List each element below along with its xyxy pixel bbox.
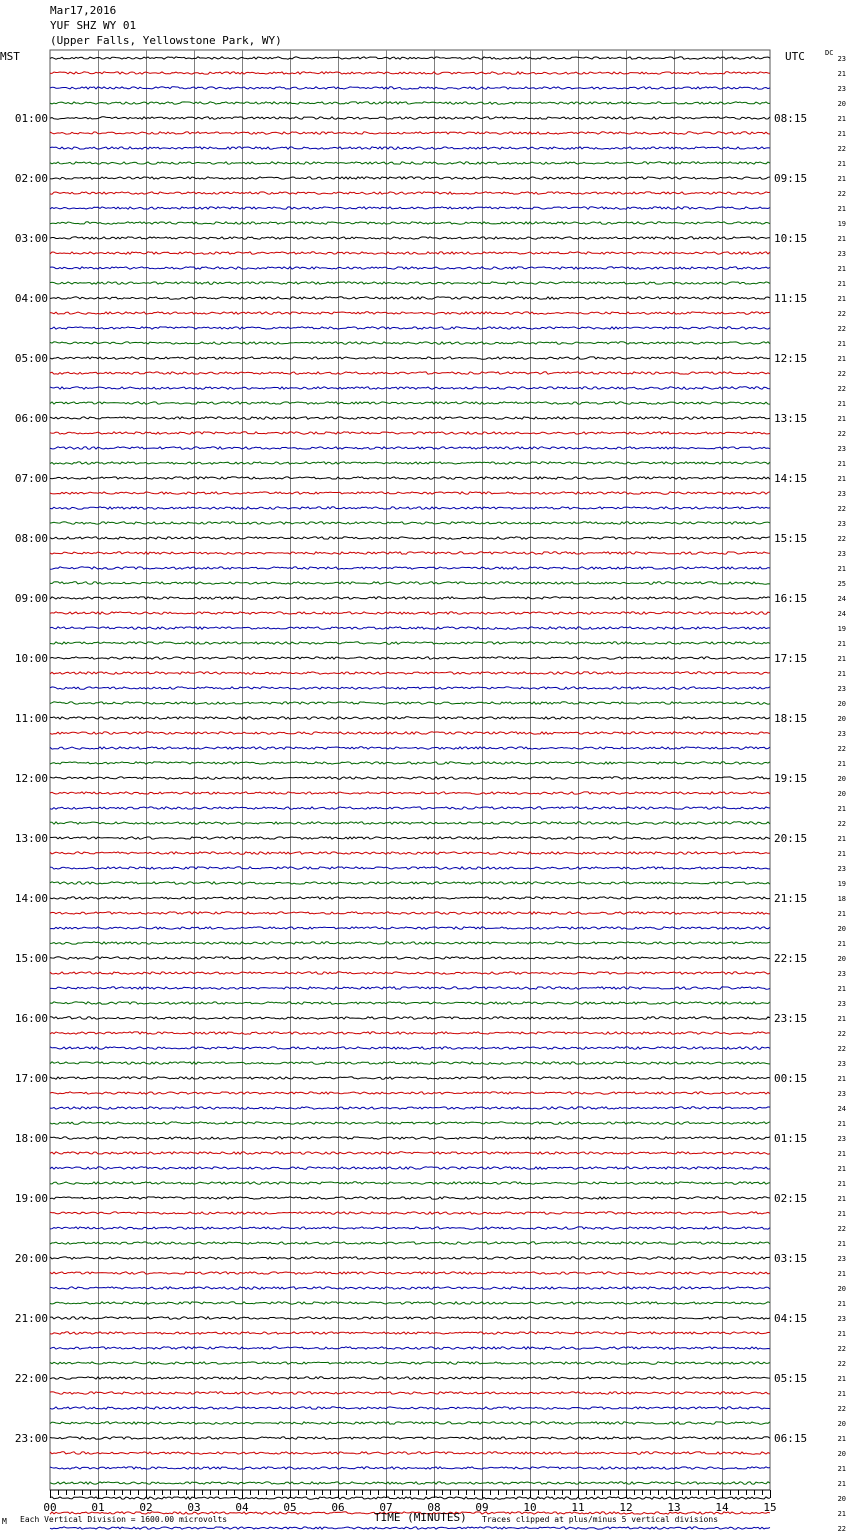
dc-offset-label: 21 <box>837 670 846 678</box>
x-tick-label: 03 <box>187 1501 201 1514</box>
dc-offset-label: 21 <box>837 1165 846 1173</box>
utc-hour-label: 00:15 <box>774 1072 808 1085</box>
trace-line <box>50 837 770 839</box>
trace-line <box>50 1302 770 1304</box>
dc-offset-label: 19 <box>837 625 846 633</box>
trace-line <box>50 1467 770 1469</box>
trace-line <box>50 927 770 929</box>
dc-offset-label: 20 <box>837 1495 846 1503</box>
dc-offset-label: 21 <box>837 295 846 303</box>
dc-offset-label: 21 <box>837 1195 846 1203</box>
trace-line <box>50 1527 770 1529</box>
dc-offset-label: 22 <box>837 325 846 333</box>
trace-line <box>50 897 770 899</box>
dc-offset-label: 20 <box>837 955 846 963</box>
x-tick-label: 04 <box>235 1501 249 1514</box>
x-tick-label: 02 <box>139 1501 153 1514</box>
trace-line <box>50 612 770 614</box>
dc-offset-label: 24 <box>837 1105 846 1113</box>
utc-hour-label: 04:15 <box>774 1312 808 1325</box>
trace-line <box>50 147 770 149</box>
trace-line <box>50 282 770 284</box>
dc-offset-label: 20 <box>837 790 846 798</box>
dc-offset-label: 21 <box>837 1120 846 1128</box>
dc-offset-label: 20 <box>837 925 846 933</box>
utc-hour-label: 14:15 <box>774 472 808 485</box>
dc-offset-label: 21 <box>837 280 846 288</box>
trace-line <box>50 852 770 854</box>
trace-line <box>50 1437 770 1439</box>
mst-hour-label: 18:00 <box>14 1132 48 1145</box>
utc-hour-label: 20:15 <box>774 832 808 845</box>
trace-line <box>50 1077 770 1079</box>
dc-offset-label: 23 <box>837 1315 846 1323</box>
trace-line <box>50 162 770 164</box>
mst-hour-label: 17:00 <box>14 1072 48 1085</box>
trace-line <box>50 432 770 434</box>
dc-offset-label: 20 <box>837 700 846 708</box>
trace-line <box>50 1062 770 1064</box>
x-tick-label: 05 <box>283 1501 297 1514</box>
dc-offset-label: 24 <box>837 595 846 603</box>
trace-line <box>50 1497 770 1499</box>
dc-offset-label: 19 <box>837 220 846 228</box>
mst-hour-label: 06:00 <box>14 412 48 425</box>
mst-hour-label: 01:00 <box>14 112 48 125</box>
trace-line <box>50 642 770 644</box>
dc-offset-label: 21 <box>837 1075 846 1083</box>
trace-line <box>50 1197 770 1199</box>
trace-line <box>50 492 770 494</box>
dc-offset-label: 21 <box>837 130 846 138</box>
dc-offset-label: 22 <box>837 190 846 198</box>
utc-hour-label: 01:15 <box>774 1132 808 1145</box>
trace-line <box>50 1482 770 1484</box>
dc-offset-label: 21 <box>837 910 846 918</box>
trace-line <box>50 972 770 974</box>
dc-offset-label: 23 <box>837 490 846 498</box>
trace-line <box>50 402 770 404</box>
dc-offset-label: 23 <box>837 970 846 978</box>
dc-offset-label: 18 <box>837 895 846 903</box>
trace-line <box>50 1392 770 1394</box>
trace-line <box>50 132 770 134</box>
dc-offset-label: 21 <box>837 1435 846 1443</box>
utc-hour-label: 19:15 <box>774 772 808 785</box>
trace-line <box>50 777 770 779</box>
dc-offset-label: 23 <box>837 550 846 558</box>
dc-offset-label: 21 <box>837 265 846 273</box>
utc-hour-label: 05:15 <box>774 1372 808 1385</box>
dc-offset-label: 23 <box>837 1135 846 1143</box>
dc-offset-label: 20 <box>837 715 846 723</box>
trace-line <box>50 177 770 179</box>
dc-offset-label: 21 <box>837 1300 846 1308</box>
mst-hour-label: 07:00 <box>14 472 48 485</box>
trace-line <box>50 747 770 749</box>
mst-hour-label: 15:00 <box>14 952 48 965</box>
mst-hour-label: 21:00 <box>14 1312 48 1325</box>
mst-hour-label: 22:00 <box>14 1372 48 1385</box>
trace-line <box>50 477 770 479</box>
trace-line <box>50 507 770 509</box>
trace-line <box>50 102 770 104</box>
dc-offset-label: 21 <box>837 1150 846 1158</box>
trace-line <box>50 1137 770 1139</box>
mst-hour-label: 14:00 <box>14 892 48 905</box>
dc-offset-label: 21 <box>837 460 846 468</box>
dc-offset-label: 20 <box>837 775 846 783</box>
trace-line <box>50 1317 770 1319</box>
trace-line <box>50 552 770 554</box>
mst-hour-label: 08:00 <box>14 532 48 545</box>
x-tick-label: 14 <box>715 1501 729 1514</box>
dc-offset-label: 21 <box>837 475 846 483</box>
utc-hour-label: 13:15 <box>774 412 808 425</box>
dc-offset-label: 20 <box>837 100 846 108</box>
dc-offset-label: 22 <box>837 430 846 438</box>
dc-offset-label: 20 <box>837 1285 846 1293</box>
dc-offset-label: 20 <box>837 1420 846 1428</box>
trace-line <box>50 207 770 209</box>
mst-hour-label: 23:00 <box>14 1432 48 1445</box>
trace-line <box>50 762 770 764</box>
x-tick-label: 11 <box>571 1501 585 1514</box>
trace-line <box>50 957 770 959</box>
trace-line <box>50 732 770 734</box>
trace-line <box>50 1092 770 1094</box>
trace-line <box>50 912 770 914</box>
dc-offset-label: 21 <box>837 205 846 213</box>
dc-offset-label: 21 <box>837 235 846 243</box>
trace-line <box>50 327 770 329</box>
dc-offset-label: 21 <box>837 940 846 948</box>
trace-line <box>50 1377 770 1379</box>
trace-line <box>50 882 770 884</box>
x-tick-label: 12 <box>619 1501 633 1514</box>
x-tick-label: 07 <box>379 1501 393 1514</box>
trace-line <box>50 357 770 359</box>
dc-offset-label: 22 <box>837 535 846 543</box>
dc-offset-label: 21 <box>837 805 846 813</box>
dc-offset-label: 21 <box>837 1210 846 1218</box>
mst-hour-label: 12:00 <box>14 772 48 785</box>
dc-offset-label: 21 <box>837 1465 846 1473</box>
time-axis-label: TIME (MINUTES) <box>374 1511 467 1524</box>
dc-offset-label: 22 <box>837 1345 846 1353</box>
mst-hour-label: 13:00 <box>14 832 48 845</box>
mst-hour-label: 02:00 <box>14 172 48 185</box>
trace-line <box>50 822 770 824</box>
trace-line <box>50 987 770 989</box>
utc-hour-label: 21:15 <box>774 892 808 905</box>
dc-label: DC <box>825 49 834 57</box>
trace-line <box>50 1122 770 1124</box>
utc-hour-label: 22:15 <box>774 952 808 965</box>
dc-offset-label: 21 <box>837 835 846 843</box>
trace-line <box>50 792 770 794</box>
x-tick-label: 10 <box>523 1501 537 1514</box>
footer-mark: M <box>2 1517 7 1526</box>
x-tick-label: 00 <box>43 1501 57 1514</box>
mst-hour-label: 04:00 <box>14 292 48 305</box>
dc-offset-label: 22 <box>837 820 846 828</box>
trace-line <box>50 237 770 239</box>
trace-line <box>50 1272 770 1274</box>
trace-line <box>50 1242 770 1244</box>
dc-offset-label: 21 <box>837 655 846 663</box>
trace-line <box>50 1347 770 1349</box>
dc-offset-label: 21 <box>837 355 846 363</box>
utc-hour-label: 03:15 <box>774 1252 808 1265</box>
trace-line <box>50 267 770 269</box>
trace-line <box>50 537 770 539</box>
utc-hour-label: 06:15 <box>774 1432 808 1445</box>
scale-note: Each Vertical Division = 1600.00 microvolts <box>20 1515 228 1524</box>
trace-line <box>50 717 770 719</box>
trace-line <box>50 462 770 464</box>
dc-offset-label: 22 <box>837 1360 846 1368</box>
mst-hour-label: 19:00 <box>14 1192 48 1205</box>
trace-line <box>50 87 770 89</box>
trace-line <box>50 1047 770 1049</box>
trace-line <box>50 222 770 224</box>
dc-offset-label: 21 <box>837 1180 846 1188</box>
utc-hour-label: 23:15 <box>774 1012 808 1025</box>
dc-offset-label: 22 <box>837 1525 846 1533</box>
dc-offset-label: 23 <box>837 445 846 453</box>
trace-line <box>50 1212 770 1214</box>
trace-line <box>50 342 770 344</box>
dc-offset-label: 23 <box>837 1090 846 1098</box>
trace-line <box>50 1332 770 1334</box>
dc-offset-label: 21 <box>837 640 846 648</box>
trace-line <box>50 942 770 944</box>
dc-offset-label: 21 <box>837 1270 846 1278</box>
utc-hour-label: 17:15 <box>774 652 808 665</box>
dc-offset-label: 23 <box>837 250 846 258</box>
trace-line <box>50 57 770 59</box>
dc-offset-label: 21 <box>837 340 846 348</box>
dc-offset-label: 21 <box>837 565 846 573</box>
trace-line <box>50 72 770 74</box>
dc-offset-label: 22 <box>837 505 846 513</box>
dc-offset-label: 23 <box>837 730 846 738</box>
dc-offset-label: 22 <box>837 370 846 378</box>
dc-offset-label: 23 <box>837 55 846 63</box>
mst-hour-label: 11:00 <box>14 712 48 725</box>
dc-offset-label: 21 <box>837 1015 846 1023</box>
dc-offset-label: 22 <box>837 1405 846 1413</box>
dc-offset-label: 21 <box>837 1480 846 1488</box>
utc-hour-label: 16:15 <box>774 592 808 605</box>
dc-offset-label: 23 <box>837 865 846 873</box>
trace-line <box>50 297 770 299</box>
trace-line <box>50 372 770 374</box>
dc-offset-label: 21 <box>837 1240 846 1248</box>
dc-offset-label: 23 <box>837 85 846 93</box>
mst-hour-label: 16:00 <box>14 1012 48 1025</box>
x-tick-label: 15 <box>763 1501 777 1514</box>
dc-offset-label: 22 <box>837 1225 846 1233</box>
mst-hour-label: 05:00 <box>14 352 48 365</box>
dc-offset-label: 21 <box>837 160 846 168</box>
dc-offset-label: 21 <box>837 70 846 78</box>
dc-offset-label: 21 <box>837 1390 846 1398</box>
trace-line <box>50 687 770 689</box>
dc-offset-label: 21 <box>837 415 846 423</box>
dc-offset-label: 22 <box>837 1045 846 1053</box>
record-date: Mar17,2016 <box>50 4 117 17</box>
trace-line <box>50 1002 770 1004</box>
dc-offset-label: 21 <box>837 175 846 183</box>
trace-line <box>50 672 770 674</box>
dc-offset-label: 21 <box>837 115 846 123</box>
utc-hour-label: 11:15 <box>774 292 808 305</box>
trace-line <box>50 312 770 314</box>
dc-offset-label: 23 <box>837 520 846 528</box>
dc-offset-label: 21 <box>837 1375 846 1383</box>
dc-offset-label: 24 <box>837 610 846 618</box>
utc-hour-label: 10:15 <box>774 232 808 245</box>
utc-hour-label: 12:15 <box>774 352 808 365</box>
dc-offset-label: 23 <box>837 1255 846 1263</box>
dc-offset-label: 21 <box>837 985 846 993</box>
trace-line <box>50 1017 770 1019</box>
x-tick-label: 01 <box>91 1501 105 1514</box>
dc-offset-label: 25 <box>837 580 846 588</box>
clip-note: Traces clipped at plus/minus 5 vertical divisions <box>482 1515 719 1524</box>
dc-offset-label: 22 <box>837 745 846 753</box>
trace-line <box>50 117 770 119</box>
dc-offset-label: 22 <box>837 385 846 393</box>
trace-line <box>50 1422 770 1424</box>
dc-offset-label: 23 <box>837 685 846 693</box>
dc-offset-label: 21 <box>837 850 846 858</box>
dc-offset-label: 21 <box>837 400 846 408</box>
trace-line <box>50 1452 770 1454</box>
trace-line <box>50 597 770 599</box>
mst-axis-label: MST <box>0 50 20 63</box>
dc-offset-label: 21 <box>837 1330 846 1338</box>
dc-offset-label: 19 <box>837 880 846 888</box>
trace-line <box>50 1287 770 1289</box>
station-code: YUF SHZ WY 01 <box>50 19 137 32</box>
trace-line <box>50 1407 770 1409</box>
dc-offset-label: 20 <box>837 1450 846 1458</box>
trace-line <box>50 627 770 629</box>
utc-hour-label: 08:15 <box>774 112 808 125</box>
trace-line <box>50 192 770 194</box>
utc-hour-label: 15:15 <box>774 532 808 545</box>
trace-line <box>50 1257 770 1259</box>
station-location: (Upper Falls, Yellowstone Park, WY) <box>50 34 282 47</box>
x-tick-label: 06 <box>331 1501 345 1514</box>
mst-hour-label: 09:00 <box>14 592 48 605</box>
trace-line <box>50 567 770 569</box>
mst-hour-label: 03:00 <box>14 232 48 245</box>
utc-hour-label: 02:15 <box>774 1192 808 1205</box>
trace-line <box>50 1152 770 1154</box>
dc-offset-label: 22 <box>837 145 846 153</box>
trace-line <box>50 1182 770 1184</box>
trace-line <box>50 1227 770 1229</box>
trace-line <box>50 252 770 254</box>
dc-offset-label: 23 <box>837 1000 846 1008</box>
trace-line <box>50 582 770 584</box>
trace-line <box>50 702 770 704</box>
trace-line <box>50 1362 770 1364</box>
trace-line <box>50 657 770 659</box>
dc-offset-label: 21 <box>837 760 846 768</box>
x-tick-label: 08 <box>427 1501 441 1514</box>
dc-offset-label: 22 <box>837 1030 846 1038</box>
trace-line <box>50 522 770 524</box>
trace-line <box>50 1032 770 1034</box>
dc-offset-label: 22 <box>837 310 846 318</box>
trace-line <box>50 1107 770 1109</box>
x-tick-label: 13 <box>667 1501 681 1514</box>
trace-line <box>50 867 770 869</box>
trace-line <box>50 447 770 449</box>
utc-hour-label: 09:15 <box>774 172 808 185</box>
mst-hour-label: 20:00 <box>14 1252 48 1265</box>
trace-line <box>50 807 770 809</box>
trace-line <box>50 1167 770 1169</box>
x-tick-label: 09 <box>475 1501 489 1514</box>
utc-axis-label: UTC <box>785 50 805 63</box>
dc-offset-label: 21 <box>837 1510 846 1518</box>
utc-hour-label: 18:15 <box>774 712 808 725</box>
mst-hour-label: 10:00 <box>14 652 48 665</box>
dc-offset-label: 23 <box>837 1060 846 1068</box>
trace-line <box>50 417 770 419</box>
trace-line <box>50 387 770 389</box>
